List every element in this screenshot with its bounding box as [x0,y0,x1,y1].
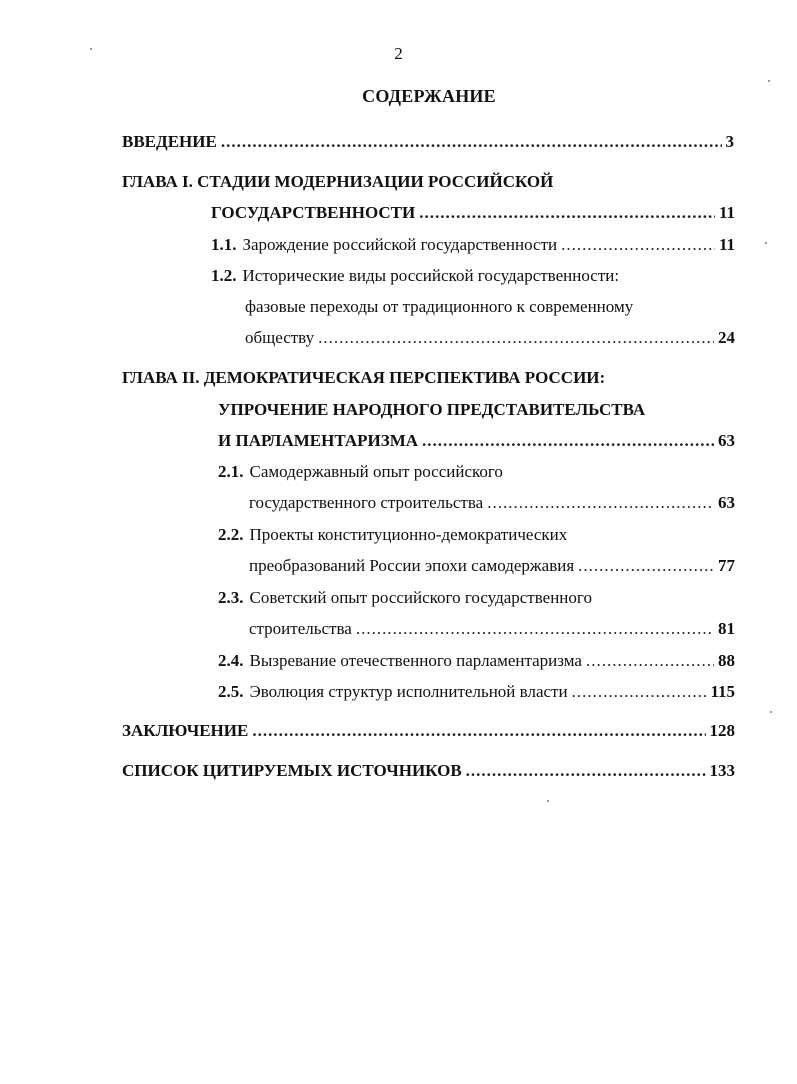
leader-dots [561,234,715,256]
toc-page: 11 [718,235,735,254]
toc-label: Вызревание отечественного парламентаризма [249,651,582,670]
toc-page: 88 [718,651,735,670]
toc-page: 63 [718,493,735,512]
toc-entry-chapter-2[interactable] [218,430,735,452]
leader-dots [572,681,707,703]
chapter-2-title-line-1: ГЛАВА II. ДЕМОКРАТИЧЕСКАЯ ПЕРСПЕКТИВА РОССИИ: [122,368,606,387]
toc-page: 63 [718,431,735,450]
scan-speck [90,48,92,50]
scan-speck [547,800,549,802]
toc-label: ЗАКЛЮЧЕНИЕ [122,721,249,740]
section-number: 2.2. [218,525,244,544]
toc-entry-2-2[interactable] [249,555,735,577]
section-number: 1.1. [211,235,237,254]
toc-label: государственного строительства [249,493,484,512]
section-number: 2.1. [218,462,244,481]
leader-dots [419,202,715,224]
toc-page: 128 [709,721,735,740]
section-number: 1.2. [211,266,237,285]
toc-label: Эволюция структур исполнительной власти [249,682,568,701]
toc-page: 3 [725,132,734,151]
toc-label: ГОСУДАРСТВЕННОСТИ [211,203,416,222]
toc-label: И ПАРЛАМЕНТАРИЗМА [218,431,419,450]
toc-page: 77 [718,556,735,575]
toc-entry-intro[interactable] [122,131,734,153]
leader-dots [487,492,714,514]
scan-speck [768,80,770,82]
toc-page: 115 [710,682,735,701]
toc-label: Самодержавный опыт российского [249,462,503,481]
toc-label: обществу [245,328,315,347]
toc-entry-2-5[interactable] [218,681,735,703]
toc-entry-2-1[interactable] [249,492,735,514]
leader-dots [422,430,714,452]
section-number: 2.4. [218,651,244,670]
toc-label: Проекты конституционно-демократических [249,525,568,544]
toc-label: строительства [249,619,352,638]
toc-entry-2-4[interactable] [218,650,735,672]
toc-label: СПИСОК ЦИТИРУЕМЫХ ИСТОЧНИКОВ [122,761,462,780]
toc-label: преобразований России эпохи самодержавия [249,556,575,575]
toc-entry-chapter-1[interactable] [211,202,735,224]
toc-entry-1-2[interactable] [245,327,735,349]
toc-page: 24 [718,328,735,347]
section-number: 2.3. [218,588,244,607]
toc-page: 11 [718,203,735,222]
page-number: 2 [394,44,403,63]
toc-page: 81 [718,619,735,638]
toc-entry-1-2-line-1 [211,265,619,287]
toc-entry-sources[interactable] [122,760,735,782]
toc-entry-conclusion[interactable] [122,720,735,742]
toc-page: 133 [709,761,735,780]
toc-entry-2-2-line-1 [218,524,567,546]
leader-dots [586,650,714,672]
toc-label: Исторические виды российской государственности: [242,266,620,285]
leader-dots [356,618,714,640]
toc-title: СОДЕРЖАНИЕ [362,86,496,106]
toc-label: ВВЕДЕНИЕ [122,132,217,151]
leader-dots [252,720,705,742]
chapter-2-title-line-2: УПРОЧЕНИЕ НАРОДНОГО ПРЕДСТАВИТЕЛЬСТВА [218,400,646,419]
toc-entry-2-1-line-1 [218,461,503,483]
toc-entry-1-1[interactable] [211,234,735,256]
section-number: 2.5. [218,682,244,701]
scan-speck [765,242,767,244]
toc-label: Зарождение российской государственности [242,235,558,254]
chapter-1-title-line-1: ГЛАВА I. СТАДИИ МОДЕРНИЗАЦИИ РОССИЙСКОЙ [122,172,554,191]
leader-dots [578,555,714,577]
leader-dots [221,131,722,153]
toc-entry-2-3[interactable] [249,618,735,640]
toc-label: Советский опыт российского государственного [249,588,592,607]
leader-dots [318,327,714,349]
toc-entry-1-2-line-2: фазовые переходы от традиционного к современному [245,297,634,316]
leader-dots [466,760,706,782]
toc-entry-2-3-line-1 [218,587,592,609]
scan-speck [770,711,772,713]
